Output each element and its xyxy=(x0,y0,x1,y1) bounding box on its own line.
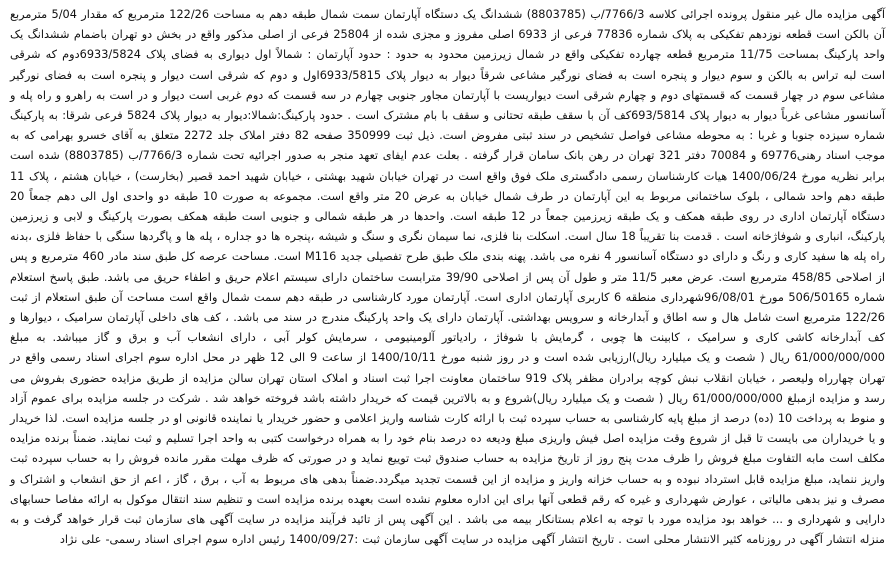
notice-body: آگهی مزایده مال غیر منقول پرونده اجرائی کلاسه 7766/3/ب (8803785) ششدانگ یک دستگاه آپارتمان سمت شمال طبقه دهم به مساحت 122/26 مترمربع که مقدار 5/04 مترمربع آن بالکن است قطعه نوزدهم تفکیکی به پلاک شماره 77836 فرعی از 6933 اصلی مفروز و مجزی شده از 25804 فرعی از اصلی مذکور واقع در بخش دو تهران باضمام ششدانگ یک واحد پارکینگ بمساحت 11/75 مترمربع قطعه چهارده تفکیکی واقع در شمال زیرزمین محدود به حدود : حدود آپارتمان : شمالاً اول دیواری به فضای پلاک 6933/5824دوم که شرقی است لبه تراس به بالکن و سوم دیوار و پنجره است به فضای نورگیر مشاعی شرقاً دیوار به دیوار پلاک 6933/5815اول و دوم که شرقی است دیوار و پنجره است به فضای نورگیر مشاعی سوم در چهار قسمت که قسمتهای دوم و چهارم شرقی است دیواریست با آپارتمان مجاور جنوبی چهارم در سه قسمت که دوم غربی است دیوار و در است به راهرو و راه پله و آسانسور مشاعی غرباً دیوار به دیوار پلاک 693/5814کف آن با سقف طبقه تحتانی و سقف با بام مشترک است . حدود پارکینگ:شمالا:دیوار به دیوار پلاک 5824 فرعی شرقا: به پارکینگ شماره سیزده جنوبا و غربا : به محوطه مشاعی فواصل تشخیص در سند ثبتی مفروض است. ذیل ثبت 350999 صفحه 82 دفتر املاک جلد 2272 متعلق به آقای خسرو بهرامی که به موجب اسناد رهنی69776 و 70084 دفتر 321 تهران در رهن بانک سامان قرار گرفته . بعلت عدم ایفای تعهد منجر به صدور اجرائیه تحت شماره 7766/3/ب (8803785) شده است برابر نظریه مورخ 1400/06/24 هیات کارشناسان رسمی دادگستری ملک فوق واقع است در تهران خیابان شهید بهشتی ، خیابان شهید احمد قصیر (بخارست) ، خیابان هشتم ، پلاک 11 طبقه دهم واحد شمالی ، بلوک ساختمانی مربوط به این آپارتمان در طرف شمال خیابان به عرض 20 متر واقع است. مجموعه به صورت 10 طبقه دو واحدی اول الی دهم جمعاً 20 دستگاه آپارتمان اداری در روی طبقه همکف و یک طبقه زیرزمین جمعاً در 12 طبقه است. واحدها در هر طبقه شمالی و جنوبی است طبقه همکف بصورت پارکینگ و لابی و زیرزمین پارکینگ، انباری و شوفاژخانه است . قدمت بنا تقریباً 18 سال است. اسکلت بنا فلزی، نما سیمان نگری و سنگ و شیشه ،پنجره ها دو جداره ، پله ها و پاگردها سنگی با حفاظ فلزی ،بدنه راه پله ها سفید کاری و رنگ و دارای دو دستگاه آسانسور 4 نفره می باشد. پهنه بندی ملک طبق طرح تفصیلی جدید M116 است. مساحت عرصه کل طبق سند مادر 460 مترمربع و پس از اصلاحی 458/85 مترمربع است. عرض معبر 11/5 متر و طول آن پس از اصلاحی 39/90 مترابست ساختمان دارای سیستم اعلام حریق و اطفاء حریق می باشد. طبق پاسخ استعلام شماره 506/50165 مورخ 96/08/01شهرداری منطقه 6 کاربری آپارتمان اداری است. آپارتمان مورد کارشناسی در طبقه دهم سمت شمال واقع است مساحت آن طبق استعلام از ثبت 122/26 مترمربع است شامل هال و سه اطاق و آبدارخانه و سرویس بهداشتی. آپارتمان دارای یک واحد پارکینگ مندرج در سند می باشد. ، کف های داخلی آپارتمان سرامیک ، دیوارها و کف آبدارخانه کاشی کاری و سرامیک ، کابینت ها چوبی ، گرمایش با شوفاژ ، رادیاتور آلومینیومی ، سرمایش کولر آبی ، دارای انشعاب آب و برق و گاز میباشد. به مبلغ 61/000/000/000 ریال ( شصت و یک میلیارد ریال)ارزیابی شده است و در روز شنبه مورخ 1400/10/11 از ساعت 9 الی 12 ظهر در محل اداره سوم اجرای اسناد رسمی واقع در تهران چهارراه ولیعصر ، خیابان انقلاب نبش کوچه برادران مظفر پلاک 919 ساختمان معاونت اجرا ثبت اسناد و املاک استان تهران سالن مزایده از طریق مزایده حضوری بفروش می رسد و مزایده ازمبلغ 61/000/000/000 ریال ( شصت و یک میلیارد ریال)شروع و به بالاترین قیمت که خریدار داشته باشد فروخته خواهد شد . شرکت در جلسه مزایده برای عموم آزاد و منوط به پرداخت 10 (ده) درصد از مبلغ پایه کارشناسی به حساب سپرده ثبت با ارائه کارت شناسه واریز اعلامی و حضور خریدار یا نماینده قانونی او در جلسه مزایده است. لذا خریدار و یا خریداران می بایست تا قبل از شروع وقت مزایده اصل فیش واریزی مبلغ ودیعه ده درصد بنام خود را به همراه درخواست کتبی به واحد اجرا تسلیم و ثبت نمایند. ضمناً برنده مزایده مکلف است مابه التفاوت مبلغ فروش را ظرف مدت پنج روز از تاریخ مزایده به حساب صندوق ثبت توییع نماید و در صورتی که ظرف مهلت مقرر مانده فروش را به حساب سپرده ثبت واریز ننماید، مبلغ مزایده قابل استرداد نبوده و به حساب خزانه واریز و مزایده از این قسمت تجدید میگردد.ضمناً بدهی های مربوط به آب ، برق ، گاز ، اعم از حق انشعاب و اشتراک و مصرف و نیز بدهی مالیاتی ، عوارض شهرداری و غیره که رقم قطعی آنها برای این اداره معلوم نشده است بعهده برنده مزایده است و تنظیم سند انتقال موکول به ارائه مفاصا حسابهای دارایی و شهرداری و ... خواهد بود مزایده مورد با توجه به اعلام بستانکار بیمه می باشد . این آگهی پس از تائید فرآیند مزایده در سایت آگهی های سازمان ثبت قرار خواهد گرفت و به منزله انتشار آگهی در روزنامه کثیر الانتشار محلی است . تاریخ انتشار آگهی مزایده در سایت آگهی سازمان ثبت :1400/09/27 رئیس اداره سوم اجرای اسناد رسمی- علی نژاد xyxy=(10,8,886,547)
auction-notice-text xyxy=(10,5,885,550)
